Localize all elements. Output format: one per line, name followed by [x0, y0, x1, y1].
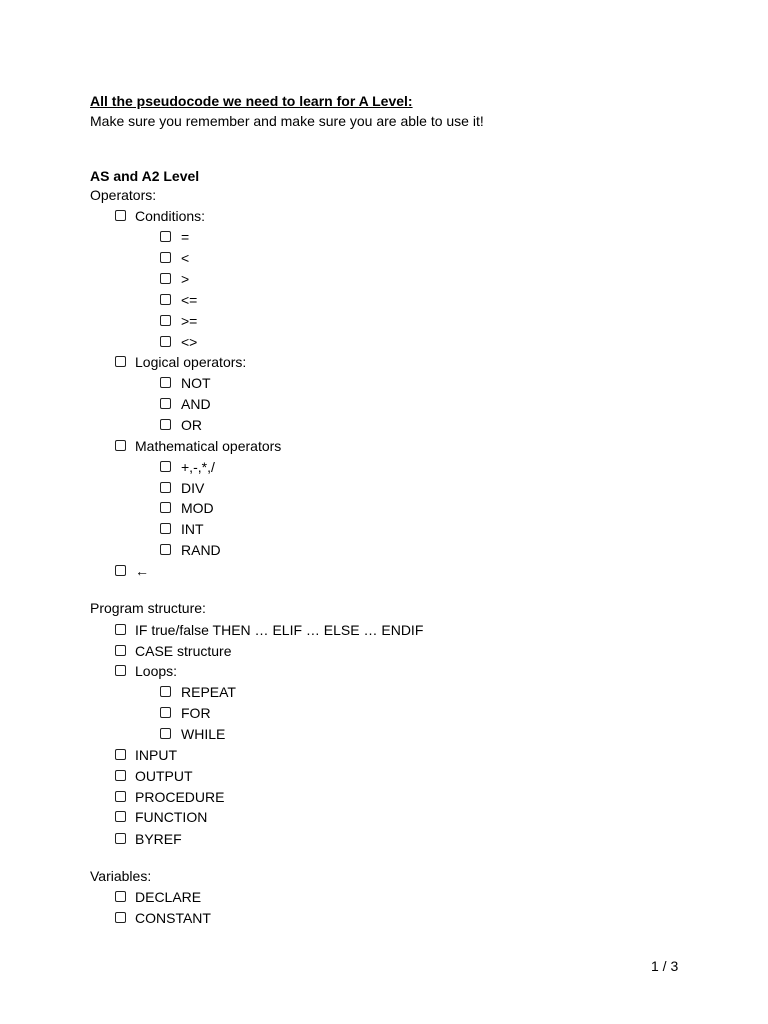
checkbox[interactable] — [115, 891, 126, 902]
variables-label: Variables: — [90, 868, 152, 884]
checkbox[interactable] — [115, 811, 126, 822]
checkbox[interactable] — [160, 502, 171, 513]
checkbox[interactable] — [160, 707, 171, 718]
checkbox[interactable] — [115, 791, 126, 802]
checkbox[interactable] — [160, 315, 171, 326]
checkbox[interactable] — [115, 770, 126, 781]
checkbox[interactable] — [160, 231, 171, 242]
checkbox[interactable] — [160, 419, 171, 430]
checkbox[interactable] — [160, 686, 171, 697]
checkbox[interactable] — [115, 356, 126, 367]
checkbox[interactable] — [115, 565, 126, 576]
checkbox[interactable] — [115, 210, 126, 221]
checkbox[interactable] — [115, 912, 126, 923]
page-title: All the pseudocode we need to learn for A Level: — [90, 93, 413, 109]
operators-label: Operators: — [90, 187, 157, 203]
checkbox[interactable] — [160, 523, 171, 534]
checkbox[interactable] — [115, 624, 126, 635]
page-subtitle: Make sure you remember and make sure you are able to use it! — [90, 113, 484, 129]
checkbox[interactable] — [160, 461, 171, 472]
checkbox[interactable] — [160, 728, 171, 739]
page-number: 1 / 3 — [651, 958, 679, 974]
checkbox[interactable] — [115, 645, 126, 656]
checkbox[interactable] — [160, 377, 171, 388]
checkbox[interactable] — [115, 665, 126, 676]
checkbox[interactable] — [160, 544, 171, 555]
checkbox[interactable] — [115, 749, 126, 760]
checkbox[interactable] — [115, 440, 126, 451]
checkbox[interactable] — [160, 336, 171, 347]
left-arrow-icon: ← — [135, 563, 149, 579]
document-page: All the pseudocode we need to learn for A Level: Make sure you remember and make sure you are able to use it! AS and A2 Level Operators: Conditions: = < > <= >= <> Logical operators: NOT AND OR Mathematical operators +,-,*,/ DIV MOD INT RAND ← Program structure: IF true/false THEN … ELIF … ELSE … ENDIF CASE structure Loops: REPEAT FOR WHILE INPUT OUTPUT PROCEDURE FUNCTION BYREF Variables: DECLARE CONSTANT 1 / 3 — [90, 93, 679, 974]
section-heading: AS and A2 Level — [90, 168, 200, 184]
program-structure-label: Program structure: — [90, 600, 206, 616]
checkbox[interactable] — [160, 273, 171, 284]
checkbox[interactable] — [160, 482, 171, 493]
checkbox[interactable] — [160, 294, 171, 305]
checkbox[interactable] — [115, 833, 126, 844]
checkbox[interactable] — [160, 252, 171, 263]
checkbox[interactable] — [160, 398, 171, 409]
